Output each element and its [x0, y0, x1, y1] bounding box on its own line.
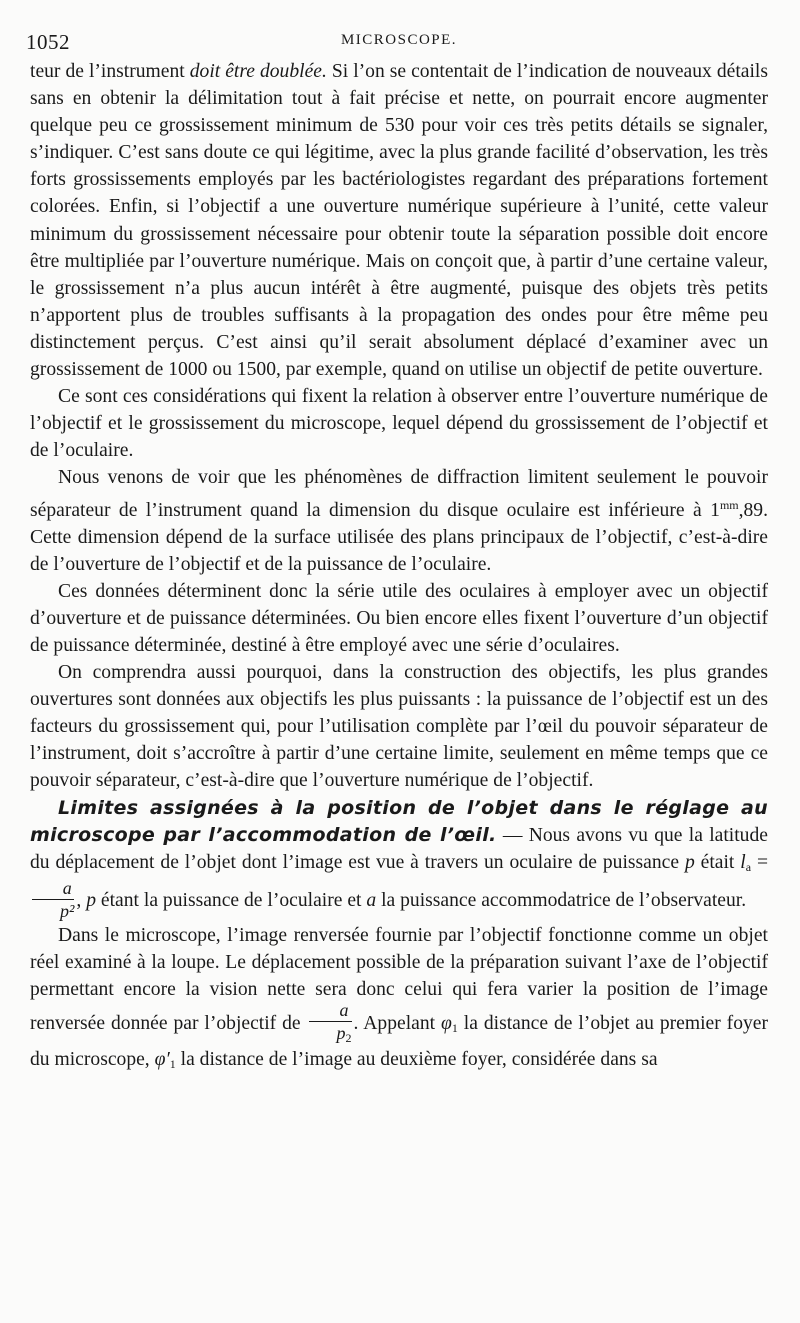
- fraction-2-den-subscript: 2: [345, 1031, 352, 1046]
- paragraph-5: On comprendra aussi pourquoi, dans la construction des objectifs, les plus grandes ouvertures sont données aux objectifs les plus puissants : la puissance de l’objectif est un des facteurs du grossissement qui, pour l’utilisation complète par l’œil du pouvoir séparateur de l’instrument, doit s’accroître à partir d’une certaine limite, seulement en même temps que ce pouvoir séparateur, c’est-à-dire que l’ouverture numérique de l’objectif.: [30, 662, 768, 792]
- section-heading: Limites assignées à la position de l’objet dans le réglage au microscope par l’accommodation de l’œil.: [30, 796, 768, 846]
- paragraph-7-text-c: la distance de l’objet au premier foyer du microscope,: [30, 1013, 769, 1071]
- paragraph-3: [30, 464, 768, 577]
- paragraph-7-text-b: . Appelant: [353, 1013, 442, 1035]
- paragraph-1-text-a: teur de l’instrument: [30, 61, 190, 82]
- paragraph-1: [30, 58, 768, 383]
- var-phi-1-prime: φ′: [154, 1049, 170, 1071]
- var-l-subscript: a: [745, 859, 752, 874]
- fraction-a-over-p2: [309, 1001, 352, 1044]
- fraction-2-den-var: p: [336, 1023, 346, 1044]
- paragraph-3-text-a: Nous venons de voir que les phénomènes de diffraction limitent seulement le pouvoir séparateur de l’instrument quand la dimension du disque oculaire est inférieure à 1: [30, 467, 768, 521]
- paragraph-1-emphasis: doit être doublée.: [189, 61, 327, 82]
- running-header: [26, 30, 772, 54]
- fraction-numerator: a: [32, 879, 74, 900]
- paragraph-4: Ces données déterminent donc la série utile des oculaires à employer avec un objectif d’ouverture et de puissance déterminées. Ou bien encore elles fixent l’ouverture d’un objectif de puissance déterminée, destiné à être employé avec une série d’oculaires.: [30, 580, 768, 656]
- fraction-denominator: p²: [60, 900, 75, 921]
- paragraph-7-text-d: la distance de l’image au deuxième foyer, considérée dans sa: [175, 1049, 658, 1071]
- fraction-2-denominator: [309, 1022, 352, 1044]
- var-p-2: p: [86, 889, 96, 911]
- body-text: [30, 58, 768, 1078]
- page-number: 1052: [26, 30, 70, 54]
- paragraph-7-text-a: Dans le microscope, l’image renversée fournie par l’objectif fonctionne comme un objet réel examiné à la loupe. Le déplacement possible de la préparation suivant l’axe de l’objectif permettant encore la vision nette sera donc celui qui fera varier la position de l’image renversée donnée par l’objectif de: [30, 924, 768, 1035]
- paragraph-6-text-d: étant la puissance de l’oculaire et: [96, 889, 367, 911]
- paragraph-3-text-b: ,89. Cette dimension dépend de la surface utilisée des plans principaux de l’objectif, c’est-à-dire de l’ouverture de l’objectif et de la puissance de l’oculaire.: [30, 499, 768, 575]
- var-phi-1-subscript: 1: [451, 1021, 458, 1036]
- running-title: MICROSCOPE.: [340, 32, 458, 48]
- var-phi-1-prime-subscript: 1: [169, 1057, 176, 1072]
- var-l: l: [740, 851, 746, 873]
- paragraph-1-text-b: Si l’on se contentait de l’indication de nouveaux détails sans en obtenir la délimitation tout à fait précise et nette, on pourrait encore augmenter quelque peu ce grossissement minimum de 530 pour voir ces très petits détails se signaler, s’indiquer. C’est sans doute ce qui légitime, avec la plus grande facilité d’observation, les très forts grossissements employés par les bactériologistes regardant des préparations fortement colorées. Enfin, si l’objectif a une ouverture numérique supérieure à l’unité, cette valeur minimum du grossissement nécessaire pour obtenir toute la séparation possible doit encore être multipliée par l’ouverture numérique. Mais on conçoit que, à partir d’une certaine valeur, le grossissement n’a plus aucun intérêt à être augmenté, puisque des objets très petits n’apportent plus de troubles suffisants à la propagation des ondes pour être même peu distinctement perçus. C’est ainsi qu’il serait absolument déplacé d’examiner avec un grossissement de 1000 ou 1500, par exemple, quand on utilise un objectif de petite ouverture.: [30, 61, 768, 381]
- fraction-2-numerator: a: [309, 1001, 352, 1022]
- paragraph-6-text-e: la puissance accommodatrice de l’observateur.: [376, 889, 747, 911]
- paragraph-2: Ce sont ces considérations qui fixent la relation à observer entre l’ouverture numérique de l’objectif et le grossissement du microscope, lequel dépend du grossissement de l’objectif et de l’oculaire.: [30, 386, 768, 462]
- equals-sign: =: [751, 851, 768, 873]
- paragraph-6-text-c: ,: [76, 889, 87, 911]
- paragraph-6-text-a: — Nous avons vu que la latitude du déplacement de l’objet dont l’image est vue à travers un oculaire de puissance: [30, 824, 768, 873]
- var-phi-1: φ: [441, 1013, 452, 1035]
- paragraph-6-text-b: était: [694, 851, 741, 873]
- paragraph-7: [30, 922, 768, 1078]
- millimetre-unit: mm: [719, 497, 739, 512]
- var-a: a: [366, 889, 377, 911]
- fraction-a-over-p-squared: [32, 879, 74, 920]
- paragraph-6: [30, 795, 768, 922]
- var-p: p: [684, 851, 695, 873]
